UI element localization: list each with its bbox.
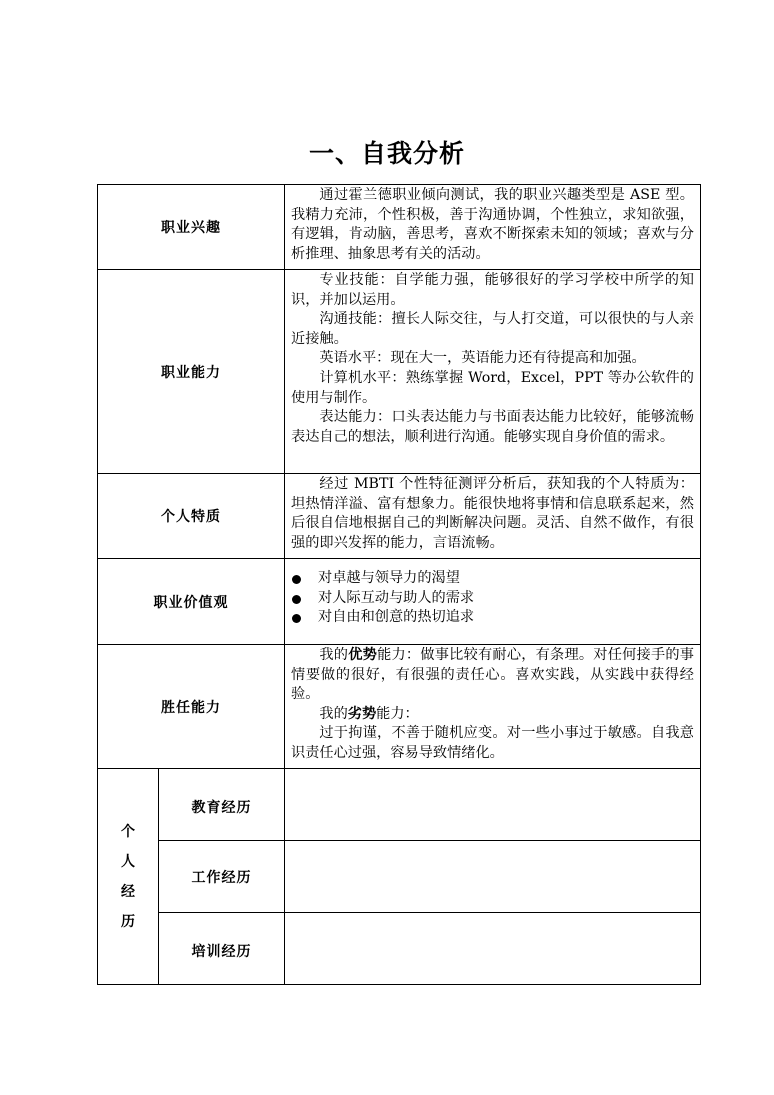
row-career-interest [98,185,701,270]
content-competence [285,645,701,769]
ability-computer: 计算机水平：熟练掌握 Word，Excel，PPT 等办公软件的使用与制作。 [291,369,694,406]
label-career-interest: 职业兴趣 [98,185,285,270]
row-training [98,913,701,985]
ability-communication: 沟通技能：擅长人际交往，与人打交道，可以很快的与人亲近接触。 [291,311,694,347]
competence-strength: 我的优势能力：做事比较有耐心，有条理。对任何接手的事情要做的很好，有很强的责任心。喜欢实践，从实践中获得经验。 [291,647,694,703]
label-work: 工作经历 [159,841,285,913]
values-list-item: 对卓越与领导力的渴望 [291,569,694,589]
label-career-values: 职业价值观 [98,559,285,645]
page-title: 一、自我分析 [308,139,465,168]
interest-paragraph: 通过霍兰德职业倾向测试，我的职业兴趣类型是 ASE 型。我精力充沛，个性积极，善于沟通协调，个性独立，求知欲强，有逻辑，肯动脑，善思考，喜欢不断探索未知的领域；喜欢与分析推理、抽象思考有关的活动。 [291,187,694,262]
weakness-word: 劣势 [347,705,377,722]
self-analysis-table [97,184,701,985]
bullet-icon [292,595,301,604]
label-personal-traits: 个人特质 [98,474,285,559]
label-personal-experience: 个 人 经 历 [98,769,159,985]
traits-paragraph: 经过 MBTI 个性特征测评分析后，获知我的个人特质为：坦热情洋溢、富有想象力。能很快地将事情和信息联系起来，然后很自信地根据自己的判断解决问题。灵活、自然不做作，有很强的即兴发挥的能力，言语流畅。 [291,476,694,551]
content-personal-traits [285,474,701,559]
label-training: 培训经历 [159,913,285,985]
row-career-ability [98,270,701,474]
label-competence: 胜任能力 [98,645,285,769]
ability-english: 英语水平：现在大一，英语能力还有待提高和加强。 [319,350,646,367]
strength-word: 优势 [348,647,378,663]
values-list-item: 对人际互动与助人的需求 [291,589,694,609]
ability-professional: 专业技能：自学能力强，能够很好的学习学校中所学的知识，并加以运用。 [291,272,694,308]
bullet-icon [292,575,301,584]
content-work[interactable] [285,841,701,913]
row-education [98,769,701,841]
content-career-interest [285,185,701,270]
competence-weakness-heading: 我的劣势能力： [319,705,419,722]
competence-weakness-text: 过于拘谨，不善于随机应变。对一些小事过于敏感。自我意识责任心过强，容易导致情绪化。 [291,725,694,761]
content-career-ability [285,270,701,474]
label-career-ability: 职业能力 [98,270,285,474]
label-education: 教育经历 [159,769,285,841]
content-education[interactable] [285,769,701,841]
values-list-item: 对自由和创意的热切追求 [291,608,694,628]
row-career-values [98,559,701,645]
row-competence [98,645,701,769]
bullet-icon [292,614,301,623]
row-personal-traits [98,474,701,559]
values-list [291,569,694,628]
row-work [98,841,701,913]
content-career-values [285,559,701,645]
content-training[interactable] [285,913,701,985]
ability-expression: 表达能力：口头表达能力与书面表达能力比较好，能够流畅表达自己的想法，顺利进行沟通。能够实现自身价值的需求。 [291,409,694,445]
